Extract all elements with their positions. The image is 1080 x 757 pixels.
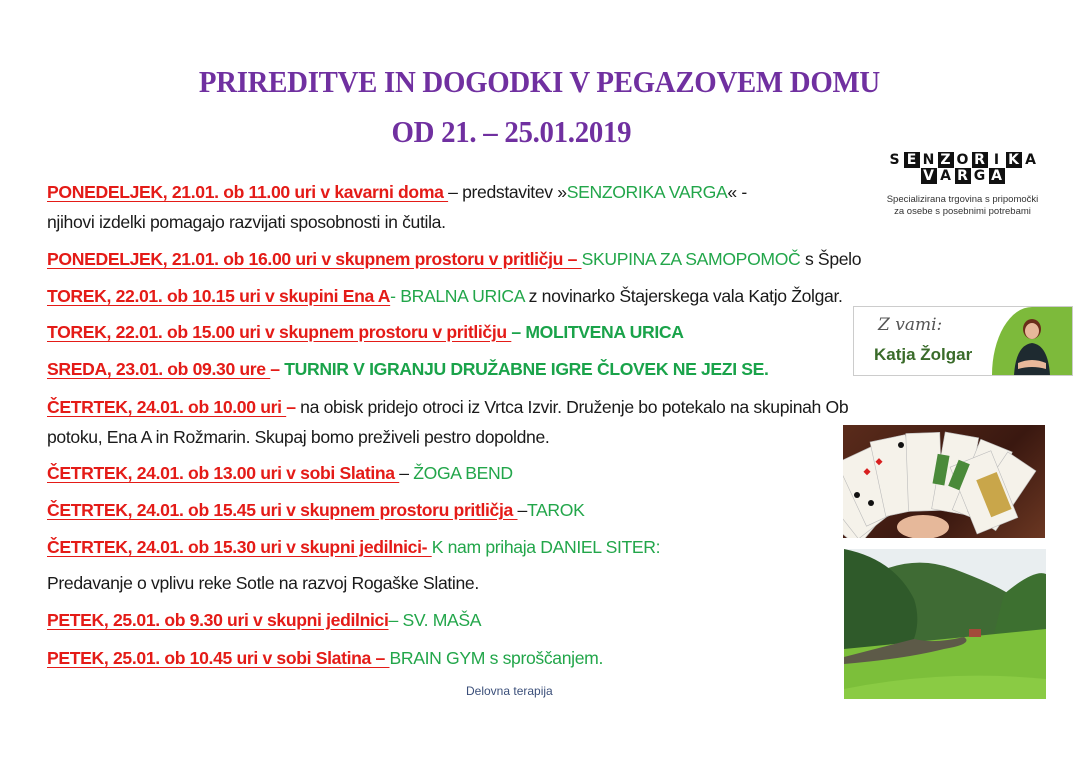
- event-name: TURNIR V IGRANJU DRUŽABNE IGRE ČLOVEK NE JEZI SE.: [284, 359, 769, 379]
- event-separator: – predstavitev »: [448, 182, 567, 202]
- person-icon: [1010, 315, 1054, 375]
- event-separator: –: [388, 610, 403, 630]
- logo-letter: N: [921, 152, 937, 168]
- banner-name: Katja Žolgar: [874, 345, 973, 364]
- event-item: [47, 610, 481, 631]
- event-heading: PETEK, 25.01. ob 10.45 uri v sobi Slatina –: [47, 648, 390, 668]
- event-item: [47, 322, 684, 343]
- event-separator: -: [390, 286, 401, 306]
- event-rest: na obisk pridejo otroci iz Vrtca Izvir. Druženje bo potekalo na skupinah Ob: [300, 397, 849, 417]
- event-heading: ČETRTEK, 24.01. ob 15.30 uri v skupni jedilnici-: [47, 537, 432, 557]
- event-heading: PONEDELJEK, 21.01. ob 16.00 uri v skupnem prostoru v pritličju –: [47, 249, 582, 269]
- event-heading: PONEDELJEK, 21.01. ob 11.00 uri v kavarni doma: [47, 182, 449, 202]
- event-heading: TOREK, 22.01. ob 15.00 uri v skupnem prostoru v pritličju: [47, 322, 512, 342]
- event-separator: –: [399, 463, 414, 483]
- logo-letter: Z: [938, 152, 954, 168]
- logo-subtitle-line: Specializirana trgovina s pripomočki: [886, 194, 1039, 205]
- date-range-title: OD 21. – 25.01.2019: [391, 114, 632, 149]
- logo-letter: O: [955, 152, 971, 168]
- event-name: BRAIN GYM s sproščanjem.: [389, 648, 604, 668]
- event-continuation: Predavanje o vplivu reke Sotle na razvoj Rogaške Slatine.: [47, 573, 479, 593]
- event-separator: –: [517, 500, 527, 520]
- event-heading: ČETRTEK, 24.01. ob 15.45 uri v skupnem prostoru pritličja: [47, 500, 518, 520]
- logo-letter: R: [955, 168, 971, 184]
- event-name: SKUPINA ZA SAMOPOMOČ: [581, 249, 801, 269]
- logo-row-2: [880, 168, 1045, 184]
- logo-row-1: [880, 152, 1045, 168]
- tarok-cards-image: [843, 425, 1045, 538]
- event-rest: « -: [727, 182, 747, 202]
- event-name: K nam prihaja DANIEL SITER:: [431, 537, 661, 557]
- event-name: BRALNA URICA: [400, 286, 525, 306]
- event-item: [47, 537, 660, 558]
- event-rest: s Špelo: [800, 249, 862, 269]
- event-item: [47, 648, 603, 669]
- logo-subtitle-line: za osebe s posebnimi potrebami: [894, 206, 1031, 217]
- logo-letter: R: [972, 152, 988, 168]
- event-item: [47, 397, 848, 418]
- event-name: ŽOGA BEND: [413, 463, 513, 483]
- logo-letter: I: [989, 152, 1005, 168]
- event-item: [47, 359, 769, 380]
- event-name: SV. MAŠA: [402, 610, 482, 630]
- river-landscape-image: [844, 549, 1046, 699]
- senzorika-varga-logo: [880, 152, 1045, 232]
- event-item: [47, 500, 585, 521]
- logo-letter: A: [989, 168, 1005, 184]
- footer-note: Delovna terapija: [466, 684, 553, 698]
- event-heading: ČETRTEK, 24.01. ob 13.00 uri v sobi Slatina: [47, 463, 400, 483]
- event-heading: SREDA, 23.01. ob 09.30 ure: [47, 359, 271, 379]
- logo-letter: S: [887, 152, 903, 168]
- logo-letter: V: [921, 168, 937, 184]
- logo-letter: A: [1023, 152, 1039, 168]
- radio-host-banner: [853, 306, 1073, 376]
- logo-letter: A: [938, 168, 954, 184]
- event-heading: PETEK, 25.01. ob 9.30 uri v skupni jedilnici: [47, 610, 389, 630]
- logo-letter: G: [972, 168, 988, 184]
- event-name: MOLITVENA URICA: [525, 322, 684, 342]
- logo-subtitle: [880, 194, 1045, 218]
- cards-illustration-icon: [843, 425, 1045, 538]
- event-name: TAROK: [526, 500, 585, 520]
- page-title: PRIREDITVE IN DOGODKI V PEGAZOVEM DOMU: [198, 64, 880, 99]
- event-item: [47, 463, 513, 484]
- logo-letter: E: [904, 152, 920, 168]
- event-heading: TOREK, 22.01. ob 10.15 uri v skupini Ena A: [47, 286, 391, 306]
- event-item: [47, 249, 861, 270]
- event-rest: z novinarko Štajerskega vala Katjo Žolgar.: [524, 286, 843, 306]
- event-separator: –: [270, 359, 285, 379]
- event-heading: ČETRTEK, 24.01. ob 10.00 uri: [47, 397, 287, 417]
- logo-letter: K: [1006, 152, 1022, 168]
- event-item: [47, 182, 747, 203]
- event-continuation: njihovi izdelki pomagajo razvijati sposobnosti in čutila.: [47, 212, 446, 232]
- event-item: [47, 286, 843, 307]
- banner-script-text: Z vami:: [878, 315, 943, 335]
- event-continuation: potoku, Ena A in Rožmarin. Skupaj bomo preživeli pestro dopoldne.: [47, 427, 550, 447]
- event-name: SENZORIKA VARGA: [566, 182, 728, 202]
- event-separator: –: [511, 322, 526, 342]
- landscape-illustration-icon: [844, 549, 1046, 699]
- event-separator: –: [286, 397, 301, 417]
